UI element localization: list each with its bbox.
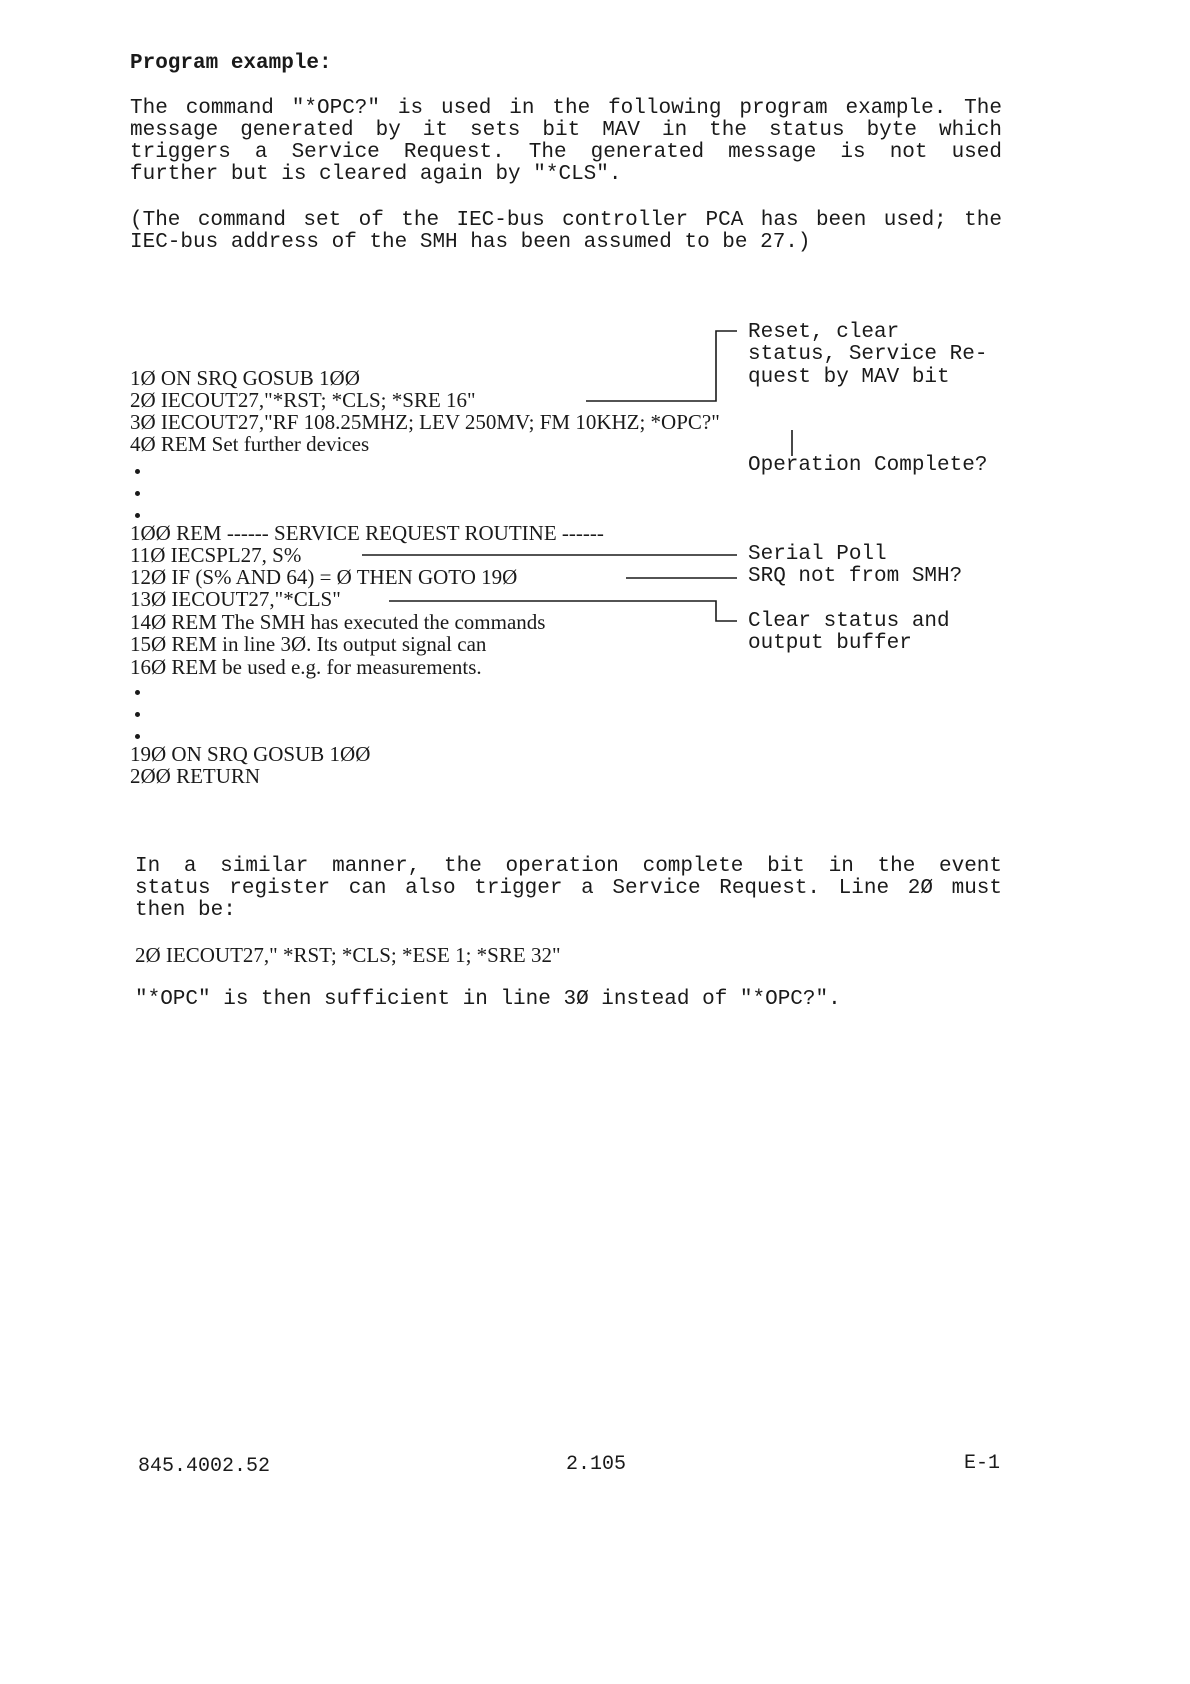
code-line-110: 11Ø IECSPL27, S% [130,543,302,567]
intro-line: triggers a Service Request. The generated message is not used [130,141,1002,164]
code-line-30: 3Ø IECOUT27,"RF 108.25MHZ; LEV 250MV; FM 10KHZ; *OPC?" [130,410,720,434]
closing-line: status register can also trigger a Service Request. Line 2Ø must [135,877,1002,900]
note-line: (The command set of the IEC-bus controller PCA has been used; the [130,209,1002,232]
code-line-100: 1ØØ REM ------ SERVICE REQUEST ROUTINE ------ [130,521,604,545]
code-line-200: 2ØØ RETURN [130,764,261,788]
code-line-120: 12Ø IF (S% AND 64) = Ø THEN GOTO 19Ø [130,565,518,589]
example-code-line: 2Ø IECOUT27," *RST; *CLS; *ESE 1; *SRE 32" [135,943,561,967]
annotation-opc: Operation Complete? [748,454,988,477]
annotation-srq-not-from: SRQ not from SMH? [748,565,963,588]
code-line-10: 1Ø ON SRQ GOSUB 1ØØ [130,366,360,390]
annotation-clear-status: output buffer [748,632,912,655]
final-note: "*OPC" is then sufficient in line 3Ø instead of "*OPC?". [135,988,841,1011]
annotation-clear-status: Clear status and [748,610,950,633]
closing-line: In a similar manner, the operation complete bit in the event [135,855,1002,878]
page-heading: Program example: [130,52,332,75]
code-line-150: 15Ø REM in line 3Ø. Its output signal can [130,632,487,656]
annotation-serial-poll: Serial Poll [748,543,887,566]
footer-page-number: 2.105 [566,1453,627,1476]
code-line-190: 19Ø ON SRQ GOSUB 1ØØ [130,742,371,766]
annotation-reset: quest by MAV bit [748,366,950,389]
footer-section: E-1 [964,1452,1001,1475]
reset-bracket [586,331,737,401]
annotation-reset: status, Service Re- [748,343,988,366]
intro-line: message generated by it sets bit MAV in the status byte which [130,119,1002,142]
note-line: IEC-bus address of the SMH has been assumed to be 27.) [130,231,811,254]
code-line-160: 16Ø REM be used e.g. for measurements. [130,655,482,679]
code-line-140: 14Ø REM The SMH has executed the commands [130,610,546,634]
intro-line: The command "*OPC?" is used in the following program example. The [130,97,1002,120]
clear-status-bracket [389,601,737,621]
intro-line: further but is cleared again by "*CLS". [130,163,622,186]
annotation-reset: Reset, clear [748,321,900,344]
code-line-20: 2Ø IECOUT27,"*RST; *CLS; *SRE 16" [130,388,476,412]
closing-line: then be: [135,899,236,922]
code-line-130: 13Ø IECOUT27,"*CLS" [130,587,341,611]
footer-doc-number: 845.4002.52 [138,1455,271,1478]
code-line-40: 4Ø REM Set further devices [130,432,370,456]
